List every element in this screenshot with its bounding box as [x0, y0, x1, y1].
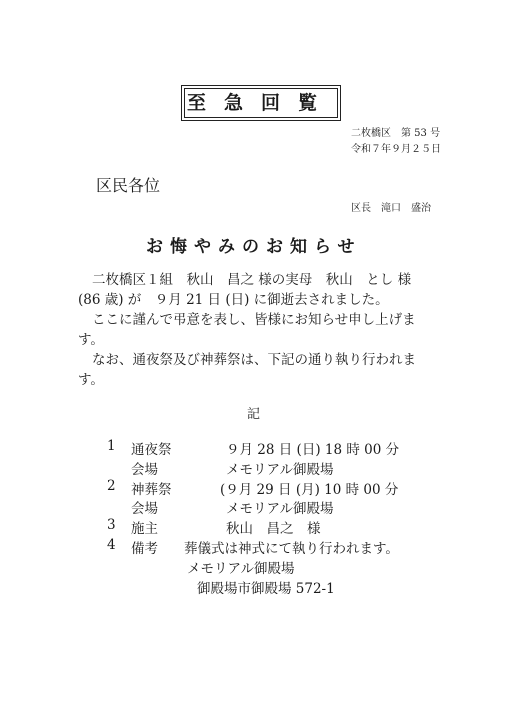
item-number: 4 [107, 537, 116, 553]
item-label: 施主 [131, 521, 158, 537]
item-value: メモリアル御殿場 [226, 462, 334, 478]
body-line: (86 歳) が ９月 21 日 (日) に御逝去されました。 [78, 292, 389, 308]
item-value: (９月 29 日 (月) 10 時 00 分 [220, 482, 399, 498]
notice-title: お悔やみのお知らせ [146, 237, 362, 257]
item-label: 会場 [131, 501, 158, 517]
item-value: ９月 28 日 (日) 18 時 00 分 [226, 442, 400, 458]
item-number: 1 [107, 438, 116, 454]
item-label: 備考 [131, 541, 158, 557]
item-number: 2 [107, 478, 116, 494]
note-line: 御殿場市御殿場 572-1 [197, 581, 335, 597]
item-number: 3 [107, 517, 116, 533]
body-line: なお、通夜祭及び神葬祭は、下記の通り執り行われま [92, 352, 416, 368]
note-line: メモリアル御殿場 [187, 561, 295, 577]
body-line: 二枚橋区１組 秋山 昌之 様の実母 秋山 とし 様 [92, 272, 412, 288]
body-line: す。 [78, 372, 104, 388]
body-line: す。 [78, 332, 104, 348]
issue-date: 令和７年９月２５日 [351, 144, 441, 155]
item-value: 葬儀式は神式にて執り行われます。 [184, 541, 399, 557]
item-label: 通夜祭 [131, 442, 172, 458]
addressee: 区民各位 [96, 176, 161, 195]
body-line: ここに謹んで弔意を表し、皆様にお知らせ申し上げま [92, 312, 416, 328]
item-value: 秋山 昌之 様 [226, 521, 321, 537]
sender: 区長 滝口 盛治 [351, 203, 431, 214]
ki-heading: 記 [247, 407, 261, 422]
urgent-circulation-stamp: 至急回覧 [184, 88, 338, 118]
item-label: 神葬祭 [131, 482, 172, 498]
item-label: 会場 [131, 462, 158, 478]
issue-number: 二枚橋区 第 53 号 [351, 128, 441, 139]
item-value: メモリアル御殿場 [226, 501, 334, 517]
